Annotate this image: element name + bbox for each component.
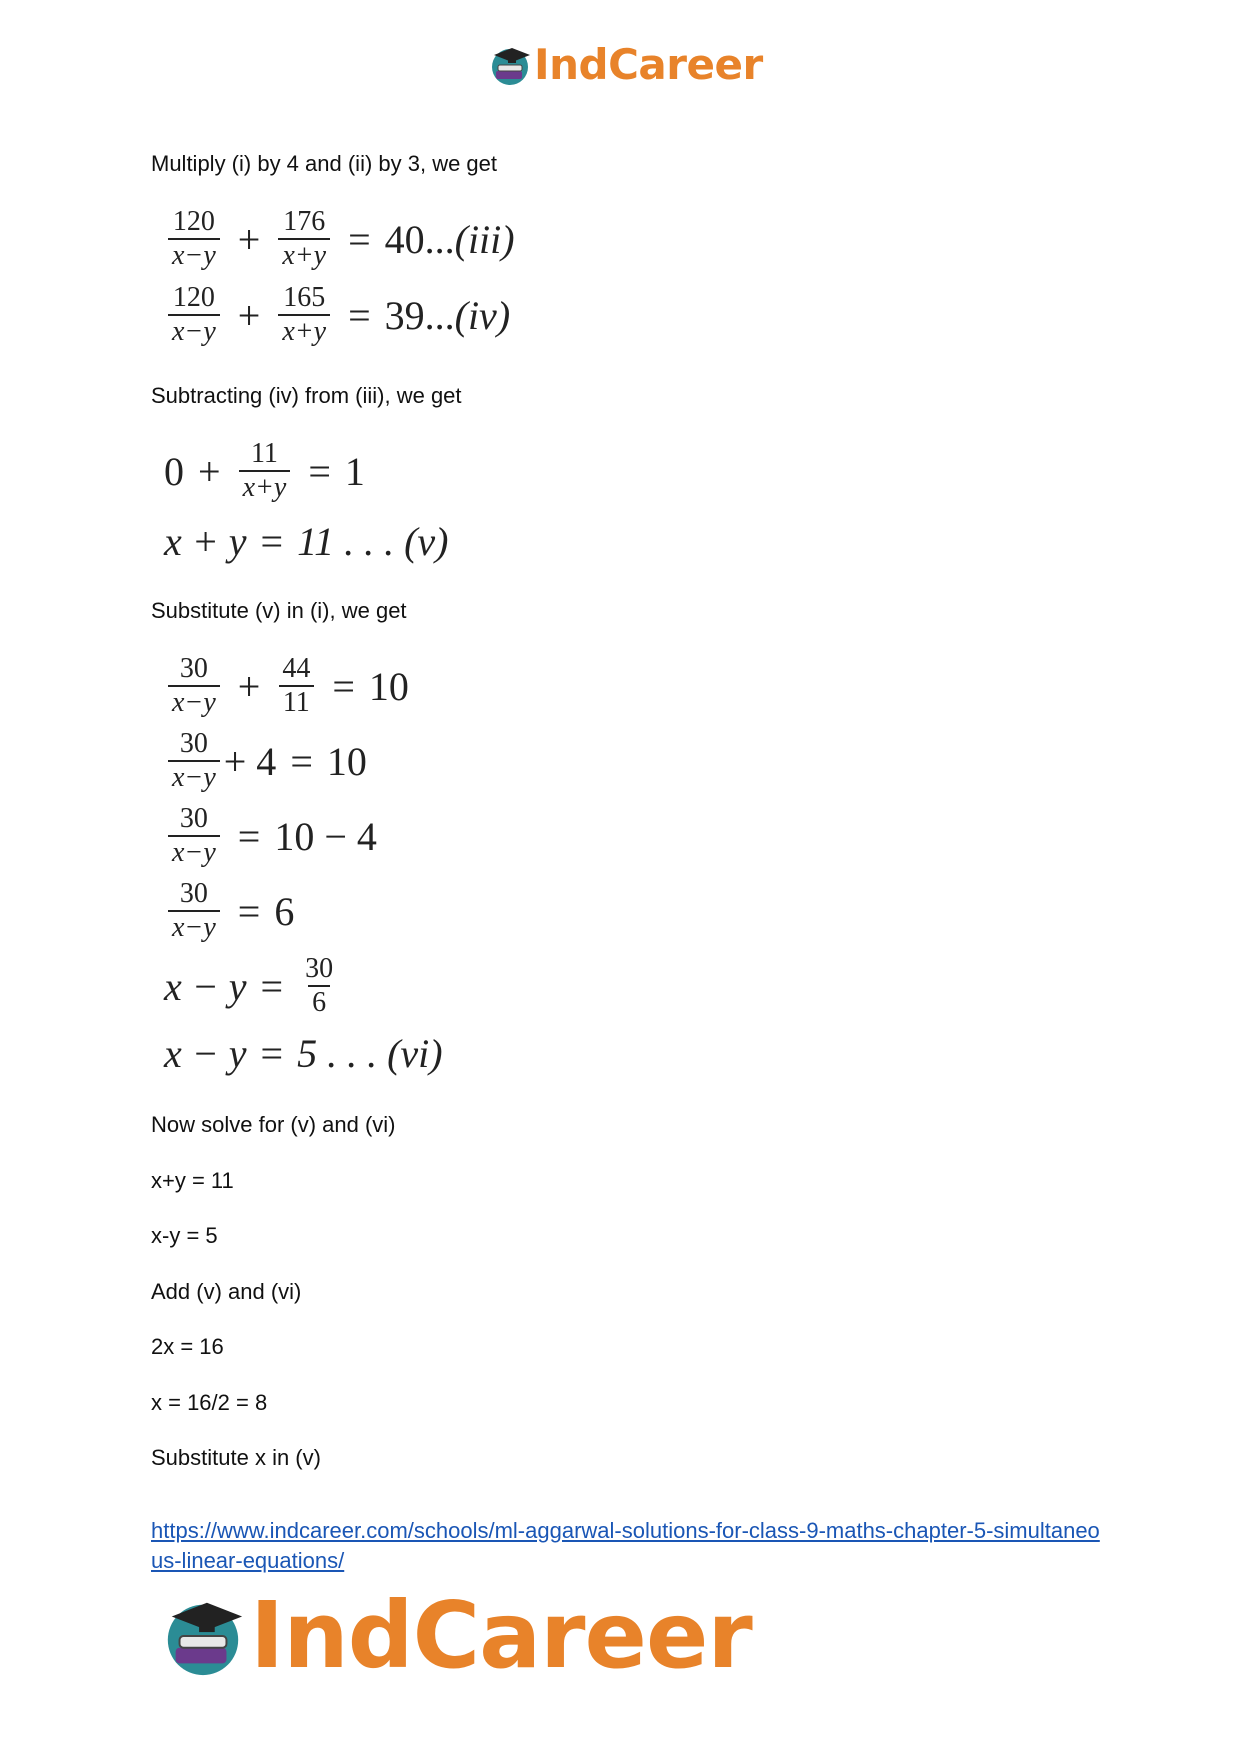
equation-v: x + y = 11 . . . (v) [164, 519, 449, 564]
text-line: Multiply (i) by 4 and (ii) by 3, we get [151, 151, 498, 176]
text-line: x-y = 5 [151, 1223, 218, 1248]
text-line: Add (v) and (vi) [151, 1279, 302, 1304]
text-line: Subtracting (iv) from (iii), we get [151, 383, 462, 408]
fraction: $\frac{120}{x-y}$ [168, 206, 220, 272]
equation-vi: x − y = 5 . . . (vi) [164, 1031, 443, 1076]
equation: $\frac{30}{x-y}$ = 10 − 4 [164, 803, 377, 869]
logo-text: IndCareer [534, 40, 763, 89]
equation: 0 + $\frac{11}{x+y}$ = 1 [164, 438, 365, 503]
equation: $\frac{30}{x-y}$ + 4 = 10 [164, 728, 367, 794]
text-line: 2x = 16 [151, 1334, 224, 1359]
equation: x − y = $\frac{30}{6}$ [164, 953, 341, 1019]
fraction: $\frac{176}{x+y}$ [278, 206, 330, 272]
fraction: $\frac{165}{x+y}$ [278, 282, 330, 348]
text-line: Now solve for (v) and (vi) [151, 1112, 396, 1137]
logo-text: IndCareer [250, 1582, 752, 1689]
text-line: Substitute (v) in (i), we get [151, 598, 407, 623]
text-line: x = 16/2 = 8 [151, 1390, 268, 1415]
text-line: x+y = 11 [151, 1168, 234, 1193]
source-link[interactable]: https://www.indcareer.com/schools/ml-aggarwal-solutions-for-class-9-maths-chapter-5-simultaneous-linear-equations/ [151, 1518, 1100, 1573]
header-logo [488, 40, 763, 89]
equation: $\frac{30}{x-y}$ = 6 [164, 878, 294, 944]
fraction: $\frac{120}{x-y}$ [168, 282, 220, 348]
fraction: $\frac{30}{6}$ [305, 953, 334, 1018]
fraction: $\frac{44}{11}$ [278, 653, 314, 719]
fraction: $\frac{11}{x+y}$ [239, 438, 291, 504]
equation: $\frac{30}{x-y}$ + $\frac{44}{11}$ = 10 [164, 653, 409, 719]
equation-iv: $\frac{120}{x-y}$ + $\frac{165}{x+y}$ = 39... (iv) [164, 282, 510, 348]
equation-iii: $\frac{120}{x-y}$ + $\frac{176}{x+y}$ = 40... (iii) [164, 206, 515, 272]
fraction: $\frac{30}{x-y}$ [168, 728, 220, 794]
graduation-cap-book-icon [160, 1593, 246, 1679]
footer-logo [160, 1582, 752, 1689]
fraction: $\frac{30}{x-y}$ [168, 803, 220, 869]
graduation-cap-book-icon [488, 43, 532, 87]
text-line: Substitute x in (v) [151, 1445, 321, 1470]
fraction: $\frac{30}{x-y}$ [168, 653, 220, 719]
fraction: $\frac{30}{x-y}$ [168, 878, 220, 944]
